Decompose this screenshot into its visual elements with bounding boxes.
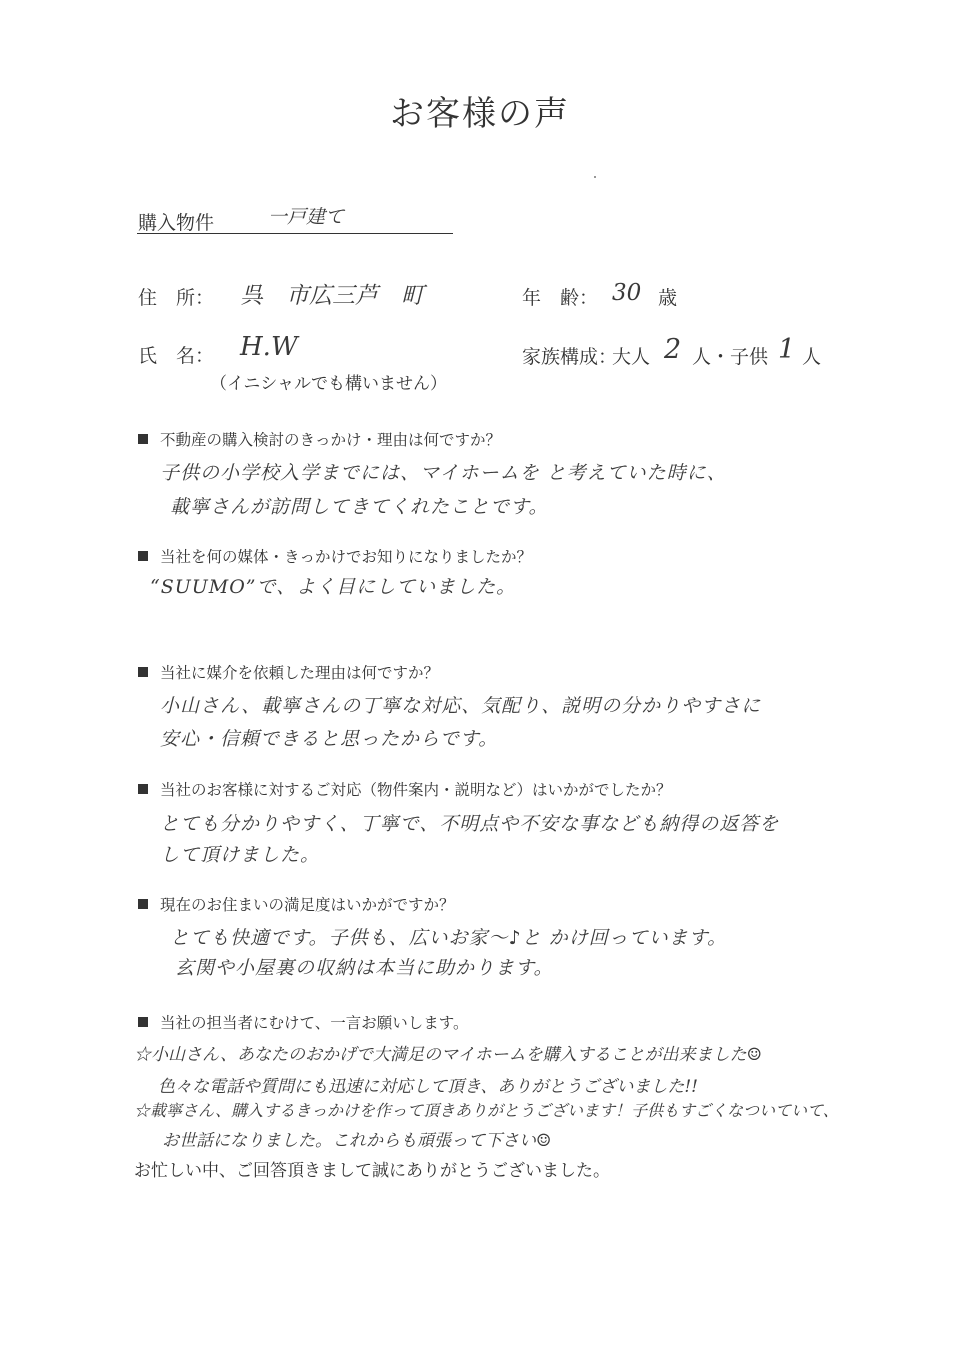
property-label: 購入物件 [138,212,215,234]
answer-5-line-2: 玄関や小屋裏の収納は本当に助かります。 [175,957,554,979]
answer-2-line-1: “SUUMO”で、よく目にしていました。 [150,576,517,598]
age-unit: 歳 [658,287,678,309]
name-value: H.W [240,332,298,362]
bullet-square-icon [138,667,148,677]
age-label: 年 齢： [522,287,599,309]
bullet-square-icon [138,1017,148,1027]
answer-6-line-1: ☆小山さん、あなたのおかげで大満足のマイホームを購入することが出来ました☺ [134,1045,762,1065]
answer-5-line-1: とても快適です。子供も、広いお家～♪と かけ回っています。 [170,927,728,949]
question-5 [138,893,455,915]
address-value: 呉 市広三芦 町 [240,283,424,309]
name-note: （イニシャルでも構いません） [210,374,447,394]
property-value: 一戸建て [268,206,345,228]
question-text: 当社の担当者にむけて、一言お願いします。 [160,1014,469,1032]
address-label: 住 所： [138,287,215,309]
question-1 [138,428,501,450]
page-title: お客様の声 [390,94,570,134]
question-2 [138,545,532,567]
name-label: 氏 名： [138,345,215,367]
answer-4-line-1: とても分かりやすく、丁寧で、不明点や不安な事なども納得の返答を [160,813,780,835]
question-6 [138,1011,468,1033]
question-4 [138,778,672,800]
family-child-unit: 人 [802,346,822,368]
question-text: 当社のお客様に対するご対応（物件案内・説明など）はいかがでしたか？ [160,781,672,799]
answer-6-line-3: ☆載寧さん、購入するきっかけを作って頂きありがとうございます！子供もすごくなついていて、 [134,1101,839,1120]
bullet-square-icon [138,784,148,794]
scan-speck [594,176,596,178]
family-adult-unit: 人・子供 [692,346,769,368]
family-child-count: 1 [778,334,796,365]
family-adult-count: 2 [664,334,682,365]
property-underline [137,233,453,234]
answer-1-line-1: 子供の小学校入学までには、マイホームを と考えていた時に、 [160,462,727,484]
family-label: 家族構成： [522,346,618,368]
question-text: 現在のお住まいの満足度はいかがですか？ [160,896,455,914]
closing-message: お忙しい中、ご回答頂きまして誠にありがとうございました。 [134,1161,610,1181]
question-text: 当社に媒介を依頼した理由は何ですか？ [160,664,440,682]
bullet-square-icon [138,899,148,909]
answer-6-line-4: お世話になりました。これからも頑張って下さい☺ [162,1131,552,1151]
question-text: 不動産の購入検討のきっかけ・理由は何ですか？ [160,431,502,449]
answer-4-line-2: して頂けました。 [160,844,321,866]
family-adult-label: 大人 [612,346,651,368]
question-text: 当社を何の媒体・きっかけでお知りになりましたか？ [160,548,533,566]
answer-3-line-2: 安心・信頼できると思ったからです。 [160,728,499,750]
bullet-square-icon [138,551,148,561]
answer-3-line-1: 小山さん、載寧さんの丁寧な対応、気配り、説明の分かりやすさに [160,695,762,717]
age-value: 30 [612,280,642,306]
answer-6-line-2: 色々な電話や質問にも迅速に対応して頂き、ありがとうございました!! [158,1077,698,1097]
question-3 [138,661,439,683]
answer-1-line-2: 載寧さんが訪問してきてくれたことです。 [170,496,549,518]
bullet-square-icon [138,434,148,444]
